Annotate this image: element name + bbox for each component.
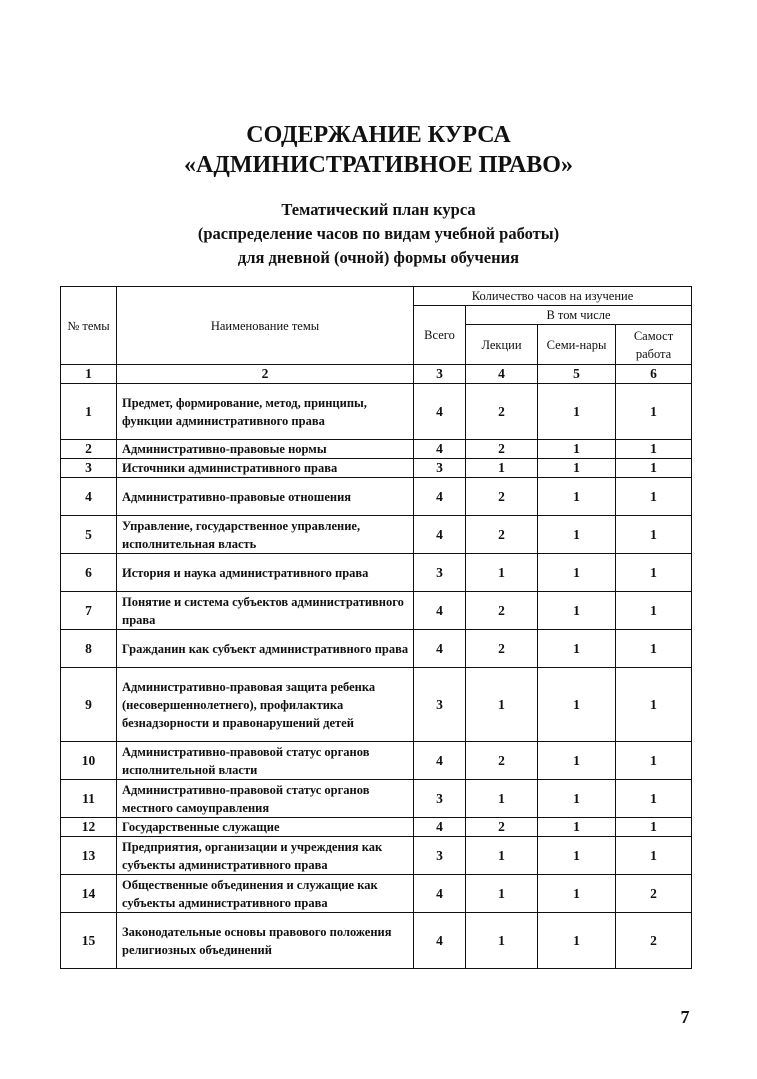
topic-name-cell: Административно-правовой статус органов местного самоуправления [117,780,414,818]
seminar-hours-cell: 1 [538,837,616,875]
seminar-hours-cell: 1 [538,875,616,913]
total-hours-cell: 3 [414,837,466,875]
topic-name-cell: Источники административного права [117,459,414,478]
seminar-hours-cell: 1 [538,913,616,969]
topic-number-cell: 6 [61,554,117,592]
table-row [61,459,692,478]
topic-name-cell: Административно-правовой статус органов исполнительной власти [117,742,414,780]
topic-number-cell: 3 [61,459,117,478]
topic-name-cell: Гражданин как субъект административного права [117,630,414,668]
table-row [61,780,692,818]
plan-subtitle-line-3: для дневной (очной) формы обучения [237,248,520,267]
total-hours-cell: 4 [414,384,466,440]
self-study-hours-cell: 1 [616,780,692,818]
lecture-hours-cell: 1 [466,780,538,818]
lecture-hours-cell: 2 [466,384,538,440]
table-row [61,875,692,913]
seminar-hours-cell: 1 [538,554,616,592]
total-hours-cell: 4 [414,592,466,630]
lecture-hours-cell: 1 [466,459,538,478]
table-row [61,516,692,554]
total-hours-cell: 3 [414,780,466,818]
header-topic-name: Наименование темы [117,287,414,365]
topic-name-cell: Управление, государственное управление, исполнительная власть [117,516,414,554]
topic-name-cell: Общественные объединения и служащие как субъекты административного права [117,875,414,913]
topic-number-cell: 9 [61,668,117,742]
total-hours-cell: 4 [414,478,466,516]
course-title-line-2: «АДМИНИСТРАТИВНОЕ ПРАВО» [184,152,573,178]
total-hours-cell: 4 [414,742,466,780]
column-number: 2 [117,365,414,384]
self-study-hours-cell: 1 [616,837,692,875]
thematic-plan-table [60,286,692,969]
total-hours-cell: 4 [414,875,466,913]
lecture-hours-cell: 1 [466,875,538,913]
topic-number-cell: 10 [61,742,117,780]
topic-number-cell: 8 [61,630,117,668]
total-hours-cell: 4 [414,516,466,554]
seminar-hours-cell: 1 [538,592,616,630]
topic-name-cell: Предмет, формирование, метод, принципы, функции административного права [117,384,414,440]
table-row [61,440,692,459]
plan-subtitle [0,198,757,270]
topic-name-cell: Административно-правовые нормы [117,440,414,459]
lecture-hours-cell: 2 [466,592,538,630]
course-title-line-1: СОДЕРЖАНИЕ КУРСА [246,122,511,148]
column-number: 5 [538,365,616,384]
table-row [61,742,692,780]
total-hours-cell: 4 [414,913,466,969]
table-row [61,818,692,837]
topic-name-cell: Административно-правовые отношения [117,478,414,516]
header-seminars: Семи-нары [538,325,616,365]
lecture-hours-cell: 1 [466,554,538,592]
header-including: В том числе [466,306,692,325]
lecture-hours-cell: 1 [466,668,538,742]
topic-name-cell: Предприятия, организации и учреждения как субъекты административного права [117,837,414,875]
seminar-hours-cell: 1 [538,630,616,668]
plan-subtitle-line-1: Тематический план курса [281,200,476,219]
lecture-hours-cell: 1 [466,913,538,969]
lecture-hours-cell: 2 [466,440,538,459]
table-row [61,554,692,592]
column-number: 3 [414,365,466,384]
self-study-hours-cell: 1 [616,516,692,554]
self-study-hours-cell: 2 [616,913,692,969]
lecture-hours-cell: 2 [466,516,538,554]
seminar-hours-cell: 1 [538,516,616,554]
topic-number-cell: 11 [61,780,117,818]
seminar-hours-cell: 1 [538,780,616,818]
course-title [0,120,757,180]
self-study-hours-cell: 1 [616,554,692,592]
lecture-hours-cell: 2 [466,630,538,668]
table-row [61,837,692,875]
header-hours-group: Количество часов на изучение [414,287,692,306]
table-row [61,384,692,440]
self-study-hours-cell: 1 [616,384,692,440]
self-study-hours-cell: 1 [616,440,692,459]
header-total: Всего [414,306,466,365]
table-row [61,592,692,630]
topic-number-cell: 13 [61,837,117,875]
seminar-hours-cell: 1 [538,459,616,478]
topic-number-cell: 2 [61,440,117,459]
topic-name-cell: История и наука административного права [117,554,414,592]
self-study-hours-cell: 1 [616,818,692,837]
self-study-hours-cell: 1 [616,478,692,516]
lecture-hours-cell: 1 [466,837,538,875]
self-study-hours-cell: 1 [616,630,692,668]
seminar-hours-cell: 1 [538,478,616,516]
topic-number-cell: 5 [61,516,117,554]
total-hours-cell: 3 [414,668,466,742]
self-study-hours-cell: 2 [616,875,692,913]
header-topic-no: № темы [61,287,117,365]
header-self-study: Самост работа [616,325,692,365]
table-row [61,668,692,742]
total-hours-cell: 3 [414,554,466,592]
self-study-hours-cell: 1 [616,459,692,478]
total-hours-cell: 4 [414,630,466,668]
total-hours-cell: 4 [414,440,466,459]
seminar-hours-cell: 1 [538,668,616,742]
seminar-hours-cell: 1 [538,742,616,780]
self-study-hours-cell: 1 [616,668,692,742]
seminar-hours-cell: 1 [538,818,616,837]
table-row [61,630,692,668]
header-lectures: Лекции [466,325,538,365]
page-number: 7 [680,1007,690,1027]
topic-number-cell: 14 [61,875,117,913]
plan-subtitle-line-2: (распределение часов по видам учебной работы) [197,224,560,243]
total-hours-cell: 4 [414,818,466,837]
self-study-hours-cell: 1 [616,592,692,630]
topic-name-cell: Государственные служащие [117,818,414,837]
topic-number-cell: 1 [61,384,117,440]
column-number: 6 [616,365,692,384]
table-row [61,913,692,969]
topic-name-cell: Понятие и система субъектов административного права [117,592,414,630]
lecture-hours-cell: 2 [466,818,538,837]
column-number: 4 [466,365,538,384]
total-hours-cell: 3 [414,459,466,478]
topic-name-cell: Административно-правовая защита ребенка (несовершеннолетнего), профилактика безнадзорности и правонарушений детей [117,668,414,742]
topic-number-cell: 4 [61,478,117,516]
topic-name-cell: Законодательные основы правового положения религиозных объединений [117,913,414,969]
seminar-hours-cell: 1 [538,384,616,440]
topic-number-cell: 7 [61,592,117,630]
lecture-hours-cell: 2 [466,478,538,516]
table-row [61,478,692,516]
seminar-hours-cell: 1 [538,440,616,459]
self-study-hours-cell: 1 [616,742,692,780]
topic-number-cell: 15 [61,913,117,969]
column-number: 1 [61,365,117,384]
lecture-hours-cell: 2 [466,742,538,780]
topic-number-cell: 12 [61,818,117,837]
